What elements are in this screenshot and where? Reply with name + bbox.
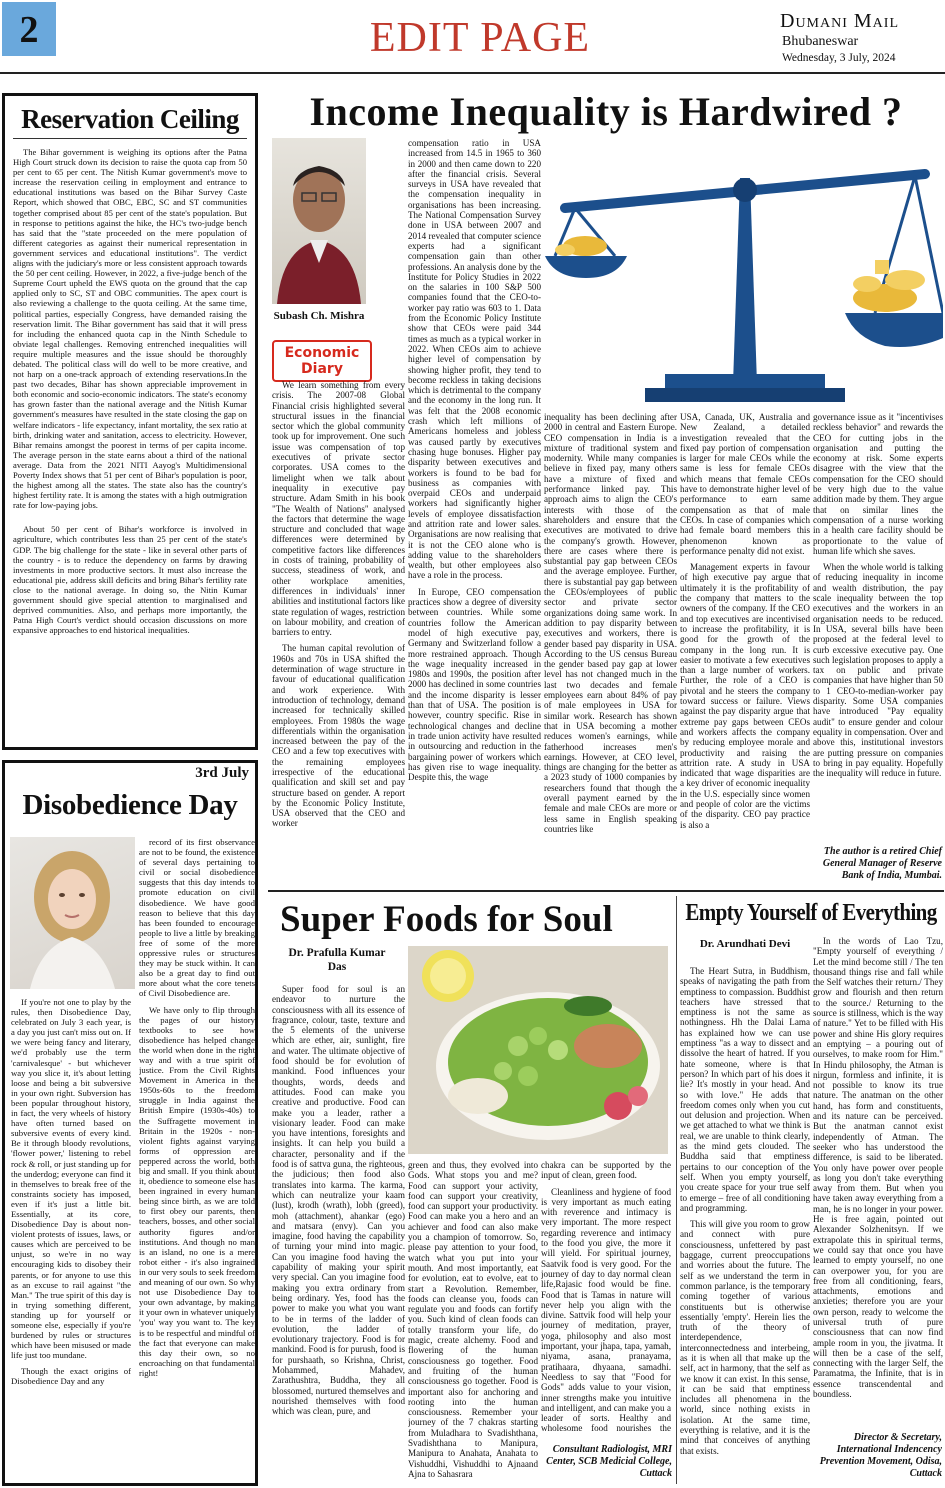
- reservation-body: [13, 147, 247, 742]
- income-col-1: [272, 380, 405, 880]
- income-col1-para: We learn something from every crisis. The 2007-08 Global Financial crisis highlighted several structural issues in the financial sector which the global community took up for improvement. One such issue was compensation of top executives of private sector corporates. USA comes to the limelight when we talk about inequality in executive pay structure. Adam Smith in his book "The Wealth of Nations" analysed the factors that determine the wage structure and concluded that wage differences were determined by competitive factors like differences in costs of training, probability of success, steadiness of work, and other workplace amenities, differences in individuals' inner abilities and institutional factors like state regulation of wages, restriction on labour mobility, and creation of barriers to entry.: [272, 380, 405, 638]
- superfoods-col-2: [408, 1160, 538, 1484]
- income-col2-para: compensation ratio in USA increased from 14.5 in 1965 to 360 in 2000 and then came down to 220 after the financial crisis. Several surveys in USA have revealed that the compensation inequality in organisations has been increasing. The National Compensation Survey done in USA between 2007 and 2014 revealed that computer science experts had a significant compensation gain than other professions. An analysis done by the Institute for Policy Studies in 2022 on the salaries in 100 S&P 500 companies found that the CEO-to-worker pay ratio was 603 to 1. Data from the Economic Policy Institute show that CEOs were paid 344 times as much as a typical worker in 2022. When CEOs aim to achieve higher level of compensation by showing higher profit, they tend to become reckless in taking decisions which is detrimental to the company and the economy in the long run. It was felt that the 2008 economic crash which left millions of Americans homeless and jobless was caused partly by executives chasing huge bonuses. Higher pay disparity between executives and workers is found to be bad for business as companies with overpaid CEOs and underpaid workers had significantly higher levels of employee dissatisfaction and attrition rate and lower sales. Organisations are now realising that it is not the CEO alone who is adding value to the shareholders wealth, but other employees also have a role in the process.: [408, 138, 541, 581]
- superfoods-credit-line-1: Consultant Radiologist, MRI: [552, 1444, 672, 1455]
- income-col4-para-b: Management experts in favour of high executive pay argue that ultimately it is the profitability of the company that matters to the owners of the company. If the CEO and top executives are incentivised to increase the profitability, it is good for the growth of the company in the long run. It is easier to motivate a few executives than a large number of workers. Further, the role of a CEO is pivotal and he steers the company toward success or failure. Views against the pay disparity argue that extreme pay gaps between CEOs and workers affects the company by reducing employee morale and productivity and raising the attrition rate. A study in USA indicated that wage disparities are a key driver of economic inequality in the U.S. especially since women and people of color are the victims of the disparity. CEO pay practice is also a: [680, 562, 810, 830]
- empty-credit-line-4: Cuttack: [909, 1468, 942, 1479]
- income-credit-line-3: Bank of India, Mumbai.: [841, 870, 942, 881]
- superfoods-col3-para-b: Cleanliness and hygiene of food is very important as much eating with reverence and intimacy is very important. The more respect regarding reverence and intimacy to the food you give, the more it will yield. For spiritual journey, Saatvik food is very good. For the journey of day to day normal clean life,Rajasic food would be fine. Food that is Tamas in nature will never help you align with the divine. Sattvik food will help your journey of meditation, prayer, yoga, philosophy and also most important, your jhapa, tapa, yamah, niyama, asana, pranayama, pratihaara, dhyaana, samadhi. Needless to say that "Food for Gods" adds value to your vision, inner strengths make you intuitive and intelligent, and can make you a leader of sorts. Healthy and wholesome food nourishes the: [541, 1186, 671, 1434]
- disobedience-date-tag: 3rd July: [195, 765, 249, 781]
- disobedience-col1-para: If you're not one to play by the rules, then Disobedience Day, celebrated on July 3 each year, is a day you just can't miss out on. If we were being fancy and literary, we'd probably use the term 'carnivalesque' - but whichever way you slice it, it's about letting loose and being a bit subversive in your own right. Subversion has been popular throughout history, in fact, the very wheels of history have often turned based on subversive events of every kind. Be it through bloody revolutions, 'flower power,' listening to rebel rock & roll, or just standing up for the underdog; everyone can find it in themselves to break free of the constraints society has imposed, even if it's just a little bit. Essentially, at its core, Disobedience Day is about non-violent protests of issues, laws, or causes which are perceived to be unjust, so we're in no way encouraging kids to disobey their parents, or for anyone to use this as an excuse to rail against "the Man." The true spirit of this day is in trying something different, standing up for yourself or someone else, especially if you're burdened by rules or structures which have been misused or made life just too mundane.: [11, 997, 131, 1361]
- food-bowl-photo: [408, 946, 668, 1154]
- superfoods-credit-line-3: Cuttack: [639, 1468, 672, 1479]
- economic-diary-tag: Economic Diary: [272, 340, 372, 382]
- superfoods-col2-para: green and thus, they evolved into Gods. What stops you and me? Food can support your activity, food can support your creativity, food can support your productivity. Food can make you a hero and an achiever and food can also make you a champion of tomorrow. So, please pay attention to your food, watch what you put into your mouth. And most importantly, eat for evolution, eat to evolve, eat to start a Revolution. Remember, foods can cleanse you, foods can regulate you and foods can fortify you. Such kind of clean foods can totally transform your life, do magic, create alchemy. Food and flowering of the human consciousness go together. Food and fruiting of the human consciousness go together. Food is important also for anchoring and rooting into the human consciousness. Remember your journey of the 7 chakras starting from Muladhara to Svadishthana, Svadishthana to Manipura, Manipura to Anahata, Anahata to Vishuddhi, Vishuddhi to Ajnaand Ajna to Sahasrara: [408, 1160, 538, 1479]
- superfoods-col3-para: chakra can be supported by the input of clean, green food.: [541, 1160, 671, 1181]
- empty-author: Dr. Arundhati Devi: [699, 938, 791, 950]
- superfoods-author-line-2: Das: [327, 961, 347, 973]
- income-col5-para: governance issue as it "incentivises reckless behavior" and rewards the CEO for cutting jobs in the organisation and putting the economy at risk. Some experts disagree with the view that the compensation for the CEO should be very high due to the value addition made by them. They argue that on similar lines the compensation of a nurse working in a health care facility should be proportionate to the value of human life which she saves.: [813, 412, 943, 556]
- superfoods-credit: [520, 1444, 672, 1480]
- disobedience-title: Disobedience Day: [22, 789, 238, 821]
- income-col-5: [813, 412, 943, 837]
- disobedience-col2-para: record of its first observance are not to be found, the existence of several days pertaining to civil or social disobedience suggests that this day intends to promote education on civil disobedience. We have good reason to believe that this day has been founded to encourage people to live a little by breaking free of some of the more oppressive rules or structures they may be stuck within. It can also be a great day to find out more about what the core tenets of Civil Disobedience are.: [139, 837, 255, 999]
- reservation-para-2: About 50 per cent of Bihar's workforce is involved in agriculture, which contributes less than 25 per cent of the state's GDP. The big challenge for the state - like in several other parts of the country - is to reduce the dependency on farms by drawing investments in more productive sectors. It must also increase the educational pie, address skill deficits and bring Bihar's fertility rate close to the national average. In doing so, the Nitin Kumar government should give special attention to marginalised and deprived communities. Also, and perhaps more importantly, the Patna High Court's verdict should occasion discussions on more expansive approaches to end historical inequalities.: [13, 524, 247, 636]
- empty-col1-para-b: This will give you room to grow and connect with pure consciousness, unfettered by past baggage, current preoccupations and worries about the future. The self as we understand the term in common parlance, is the temporary coming together of various constituents but is otherwise essentially 'empty'. Herein lies the truth of the theory of interdependence, interconnectedness and interbeing, as it is when all that make up the self, act in harmony, that the self as we know it can exist. In this sense, it can be said that emptiness includes all phenomena in the world, since nothing exists in isolation. At the same time, everything is relative, and it is the mind that conceives of anything that exists.: [680, 1219, 810, 1456]
- superfoods-col-3: [541, 1160, 671, 1435]
- empty-credit-line-3: Prevention Movement, Odisa,: [819, 1456, 942, 1467]
- empty-credit-line-1: Director & Secretary,: [853, 1432, 942, 1443]
- income-col-3: [544, 412, 677, 880]
- empty-col1-para: The Heart Sutra, in Buddhism, speaks of navigating the path from emptiness to compassion. Buddhist teachers have stressed that emptiness is not the same as nothingness. Hh the Dalai Lama has explained how we can use emptiness "as a way to dissect and dissolve the heart of hatred. If you hate someone, where is that person? In which part of his does it lie? It's mostly in your head. And so with love." He adds that freedom comes only when you cut out delusion and projection. When we get attached to what we think is real, we are unable to think clearly, as the mind gets clouded. The Buddha said that emptiness pertains to our conception of the self. When you empty yourself, you create space for your true self to emerge – free of all conditioning and programming.: [680, 966, 810, 1213]
- income-col2-para-b: In Europe, CEO compensation practices show a degree of diversity between countries. While some countries follow the American model of high executive pay, Germany and Switzerland follow a more restrained approach. Though the wage inequality increased in 1980s and 1990s, the position after 2000 has declined in some countries and the income disparity is lesser than that of USA. The position is however, country specific. Rise in technological changes and decline in trade union activity have resulted in outsourcing and reduction in the bargaining power of workers which has given rise to wage inequality. Despite this, the wage: [408, 586, 541, 783]
- section-divider: [268, 890, 944, 892]
- income-col3-para: inequality has been declining after 2000 in central and Eastern Europe. CEO compensation in India is a mixture of traditional system and modernity. While many companies believe in fixed pay, many others have a mixture of fixed and performance linked pay. This approach aims to align the CEO's interests with those of the shareholders and ensure that the executives are motivated to drive the company's growth. However, there are cases where there is substantial pay gap between CEOs and the average employee. Further, there is substantial pay gap between the CEOs/employees of public sector and private sector organizations doing same work. In addition to pay disparity between executives and workers, there is gender based pay disparity in USA. According to the US census Bureau the gender based pay gap at lower level has not changed much in the last two decades and female employees earn about 84% of pay of male employees in USA for similar work. Research has shown that in USA becoming a mother reduces women's earnings, while fatherhood increases men's earnings. However, at CEO level, things are changing for the better as a 2023 study of 1000 companies by researchers found that though the overall payment earned by the female and male CEOs are more or less same in English speaking countries like: [544, 412, 677, 834]
- income-credit-line-2: General Manager of Reserve: [822, 858, 942, 869]
- superfoods-title: Super Foods for Soul: [280, 899, 613, 940]
- income-col-2: [408, 138, 541, 880]
- disobedience-col-1: [11, 997, 131, 1483]
- income-author: Subash Ch. Mishra: [273, 310, 365, 322]
- superfoods-col1-para: Super food for soul is an endeavor to nurture the consciousness with all its essence of fragrance, colour, taste, texture and the 5 elements of the universe which are ether, air, sunlight, fire and water. The ultimate objective of food should be for evolution of mankind. Food influences your thoughts, words, deeds and attitudes. Food can make you creative and productive. Food can make you a leader, rather a visionary leader. Food can make you have intentions, foresights and insights. It can help you build a character, personality and if the food is of sattva guna, the righteous, the judicious; then food also translates into karma. The karma, which can neutralize your kaam (lust), krodh (wrath), lobh (greed), moh (attachment), ahankar (ego) and matsara (envy). Can you imagine, food having the capability of turning your mind into magic. Can you imagine food having the capability of making your spirit very special. Can you imagine food making you extra ordinary from being ordinary. Yes, food has the power to make you what you want to be in terms of the ladder of evolution, the ladder of evolutionary trajectory. Food is for mankind. Food is for purush, food is for purshaath, so Krishna, Christ, Mohammed, Mahadev, Zarathushtra, Buddha, they all blossomed, nurtured themselves and nourished themselves with food which was clean, pure, and: [272, 984, 405, 1417]
- disobedience-col2-para-b: We have only to flip through the pages of our history textbooks to see how disobedience has helped change the world when done in the right way and with a true spirit of justice. From the Civil Rights Movement in America in the 1950s-60s to the freedom struggle in India against the British Empire (1930s-40s) to the Suffragette movement in Britain in the 1920s - non-violent fights against varying forms of oppression are peppered across the world, both big and small. If you think about it, obedience to someone else has been ingrained in every human being since birth, as we are told to first obey our parents, then teachers, bosses, and other social authority figures and/or institutions. And though no man is an island, no one is a mere robot either - it's also ingrained in our very souls to seek freedom and meaning of our own. So why not use Disobedience Day to your own advantage, by making it your own in whatever uniquely 'you' way you want to. The key is to be respectful and mindful of the fact that everyone can make this day their own, so no encroaching on that fundamental right!: [139, 1004, 255, 1378]
- empty-col2-para: In the words of Lao Tzu, "Empty yourself of everything / Let the mind become still / The ten thousand things rise and fall while the Self watches their return./ They grow and flourish and then return to the source./ Returning to the source is stillness, which is the way of nature." Yet to be filled with His power and shine His glory requires an emptying – a pouring out of ourselves, to make room for Him." In Hindu philosophy, the Atman is nirgun, formless and infinite, it is not possible to know its true nature. The anatman on the other hand, has form and constituents, and its nature can be perceived. But the anatman cannot exist independently of Atman. The seeker who has understood the difference, is said to be liberated. You only have power over people as long you don't take everything away from them. But when you have taken away everything from a man, he is no longer in your power. He is free again, pointed out Alexander Solzhenitsyn. If we extrapolate this in spiritual terms, we could say that once you have learned to empty yourself, no one can overpower you, for you are free from all conditioning, fears, attachments, emotions and anxieties; therefore you are your own person, ready to welcome the universal truth of pure consciousness that can now find ample room in you, the jivatma. It will then be a case of the self, connecting with the larger Self, the Paramatma, the Infinite, that is in essence transcendental and boundless.: [813, 936, 943, 1400]
- income-col4-para: USA, Canada, UK, Australia and New Zealand, a detailed investigation revealed that the fixed pay portion of compensation is larger for male CEOs while the same is less for female CEOs which means that female CEOs have to demonstrate higher level of performance to earn same compensation as that of male CEOs. In case of companies which had female board members this phenomenon known as performance penalty did not exist.: [680, 412, 810, 556]
- income-col1-para-b: The human capital revolution of 1960s and 70s in USA shifted the determination of wage structure in favour of educational qualification and work experience. With introduction of technology, demand increased for technically skilled employees. From 1980s the wage differentials within the organisation increased between the pay of the CEO and a few top executives with the remaining employees irrespective of the educational qualification and skill set and pay structure based on gender. A report by the Economic Policy Institute, USA observed that the CEO and worker: [272, 643, 405, 829]
- empty-credit: [790, 1432, 942, 1480]
- income-col-4: [680, 412, 810, 880]
- income-credit: [790, 846, 942, 882]
- superfoods-col-1: [272, 984, 405, 1484]
- disobedience-col1-para-b: Though the exact origins of Disobedience Day and any: [11, 1366, 131, 1387]
- author-portrait: [272, 138, 366, 304]
- empty-col-1: [680, 966, 810, 1484]
- masthead-date: Wednesday, 3 July, 2024: [782, 52, 896, 64]
- disobedience-col-2: [139, 837, 255, 1483]
- masthead-city: Bhubaneswar: [782, 34, 859, 49]
- superfoods-author: [272, 946, 402, 974]
- empty-credit-line-2: International Indencency: [836, 1444, 942, 1455]
- woman-portrait: [10, 837, 135, 989]
- empty-divider: [676, 896, 677, 1484]
- empty-col-2: [813, 936, 943, 1424]
- income-col5-para-b: When the whole world is talking of reducing inequality in income and wealth distribution, the pay scale inequality between the top executives and the workers in an organisation needs to be reduced. In USA, several bills have been proposed at the federal level to curb excessive executive pay. One such legislation proposes to apply a tax on public and private companies that have higher than 50 to 1 CEO-to-median-worker pay disparity. Some USA companies have introduced "Pay equality audit" to ensure gender and colour equality in compensation. Over and above this, institutional investors are putting pressure on companies to bring in pay equality. Hopefully the inequality will reduce in future.: [813, 562, 943, 779]
- reservation-para-1: The Bihar government is weighing its options after the Patna High Court struck down its decision to raise the quota cap from 50 per cent to 65 per cent. The Nitish Kumar government's move to increase the reservation ceiling in employment and entrance to educational institutions was based on the Bihar Survey Caste Report, which showed that OBC, EBC, SC and ST communities together comprised about 85 per cent of the state's population. But in response to petitions against the hike, the HC's two-judge bench has said that the "state proceeded on the mere population of different categories as against their numerical representation in government services and educational institutions". The verdict aligns with the judiciary's more or less consistent approach towards the 50 per cent ceiling. However, in 2022, a five-judge bench of the Supreme Court upheld the EWS quota on the ground that the cap applied only to SC, ST and OBC communities. The apex court is also reviewing a challenge to the quota ceiling. At the same time, political parties, especially Congress, have demanded raising the reservation limit. The Bihar government has said that it will press for including the enhanced quota cap in the Ninth Schedule to obviate legal challenges. Removing entrenched inequalities will require multiple measures and the issue should be thoroughly debated. The political class will do well to be more creative, and not harp on a one-track approach of extending reservations.In the past two decades, Bihar has shown appreciable improvement in both economic and socio-economic indicators. The state's economy has grown faster than the national average and the Nitish Kumar government's measures have resulted in the state closing the gap on welfare indicators - life expectancy, infant mortality, the sex ratio at birth, drinking water and sanitation, access to electricity. However, Bihar remains amongst the poorest in terms of per capita income. The average person in the state earns about a third of the national average. Data from the 2021 NITI Aayog's Multidimensional Poverty Index shows that 51 per cent of Bihar's population is poor, the highest among all the states. The state also has the country's highest fertility rate. It is among the states with a high outmigration rate for low-paying jobs.: [13, 147, 247, 511]
- section-title: EDIT PAGE: [369, 15, 591, 61]
- disobedience-box: [2, 760, 258, 1486]
- masthead: Dumani Mail: [780, 10, 899, 32]
- reservation-title: Reservation Ceiling: [13, 102, 247, 139]
- income-title: Income Inequality is Hardwired ?: [309, 89, 903, 134]
- superfoods-credit-line-2: Center, SCB Medicial College,: [546, 1456, 672, 1467]
- page-number-badge: 2: [2, 2, 56, 56]
- empty-title: Empty Yourself of Everything: [685, 898, 937, 926]
- reservation-box: [2, 93, 258, 750]
- income-credit-line-1: The author is a retired Chief: [823, 846, 942, 857]
- balance-scale-illustration: [545, 138, 943, 406]
- header-rule: [0, 72, 945, 74]
- superfoods-author-line-1: Dr. Prafulla Kumar: [288, 947, 386, 959]
